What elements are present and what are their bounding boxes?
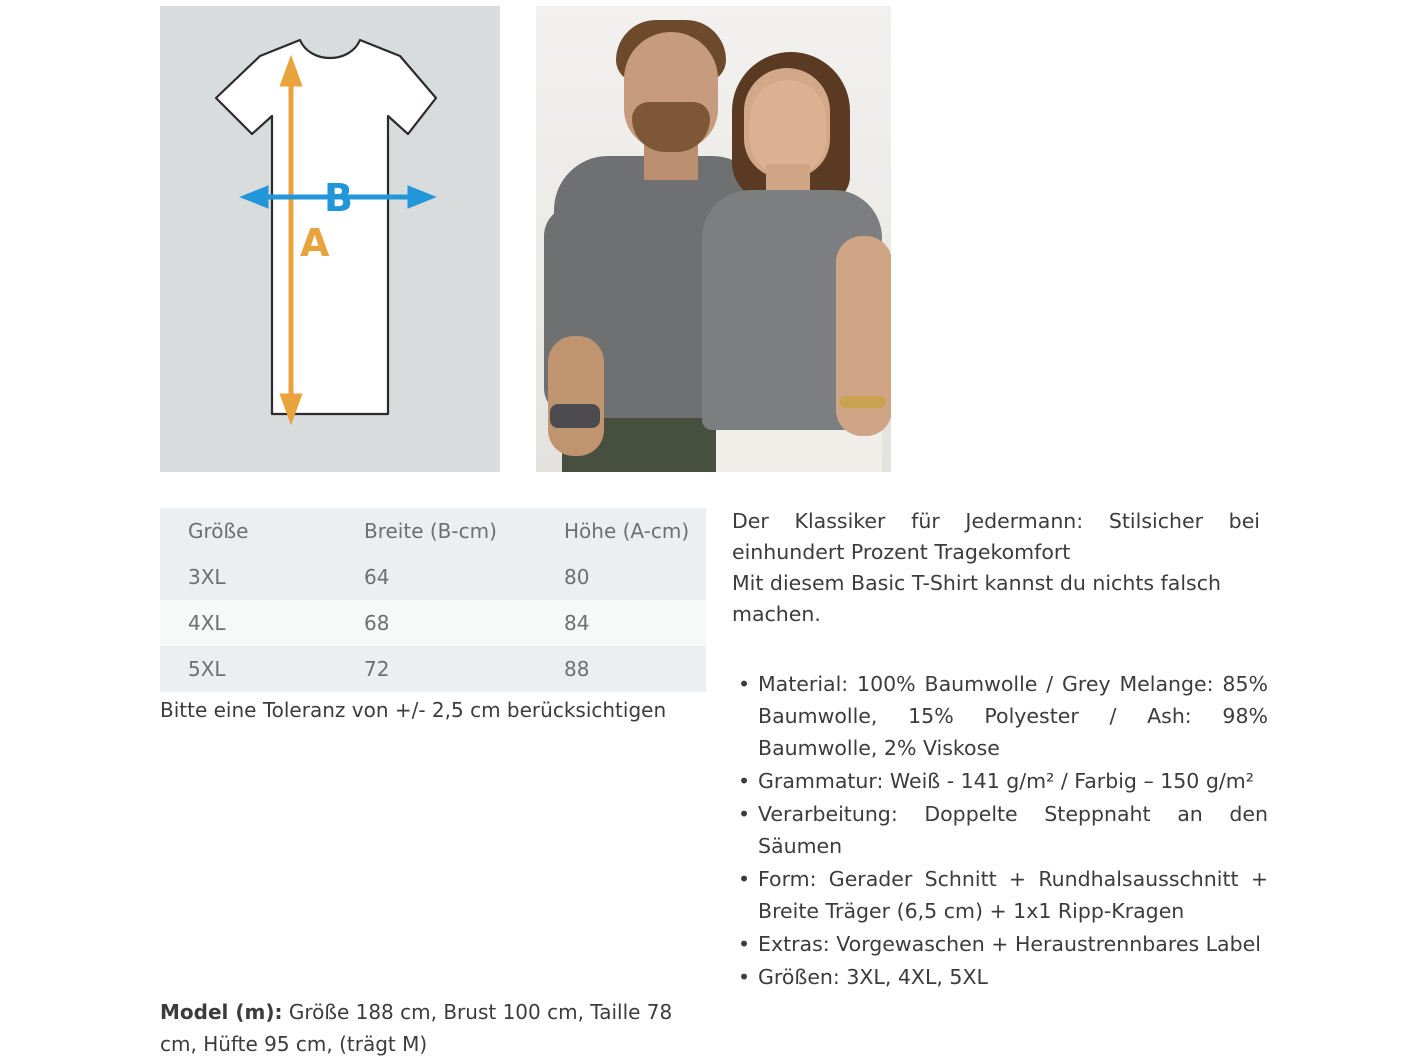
product-features (732, 668, 1268, 994)
description-paragraph-2: Mit diesem Basic T-Shirt kannst du nichts falsch machen. (732, 571, 1221, 626)
table-header-row (160, 508, 706, 554)
images-row (160, 6, 1210, 472)
size-table (160, 508, 706, 692)
list-item: • Verarbeitung: Doppelte Steppnaht an den Säumen (732, 798, 1268, 862)
list-item: • Extras: Vorgewaschen + Heraustrennbares Label (732, 928, 1268, 960)
list-item: • Material: 100% Baumwolle / Grey Melange: 85% Baumwolle, 15% Polyester / Ash: 98% Baumwolle, 2% Viskose (732, 668, 1268, 764)
measurement-diagram (160, 6, 500, 472)
cell-width: 72 (364, 657, 390, 681)
cell-size: 3XL (188, 565, 226, 589)
cell-size: 4XL (188, 611, 226, 635)
column-header-height: Höhe (A-cm) (564, 519, 690, 543)
tolerance-note: Bitte eine Toleranz von +/- 2,5 cm berücksichtigen (160, 698, 667, 722)
model-note-text: Größe 188 cm, Brust 100 cm, Taille 78 cm, Hüfte 95 cm, (trägt M) (160, 1000, 673, 1056)
table-row (160, 554, 706, 600)
table-row (160, 600, 706, 646)
photo-woman-face (750, 80, 826, 176)
tshirt-outline-icon (160, 6, 500, 472)
cell-height: 88 (564, 657, 590, 681)
list-item: • Größen: 3XL, 4XL, 5XL (732, 961, 1268, 993)
table-row (160, 646, 706, 692)
list-item: • Grammatur: Weiß - 141 g/m² / Farbig – 150 g/m² (732, 765, 1268, 797)
photo-bracelet (840, 396, 886, 408)
model-note-label: Model (m): (160, 1000, 283, 1024)
photo-man-arm (548, 336, 604, 456)
cell-width: 68 (364, 611, 390, 635)
lifestyle-photo (536, 6, 891, 472)
product-description (732, 506, 1260, 630)
diagram-label-b: B (324, 176, 353, 220)
cell-width: 64 (364, 565, 390, 589)
cell-height: 84 (564, 611, 590, 635)
diagram-label-a: A (300, 221, 330, 265)
column-header-size: Größe (188, 519, 249, 543)
list-item: • Form: Gerader Schnitt + Rundhalsausschnitt + Breite Träger (6,5 cm) + 1x1 Ripp-Kragen (732, 863, 1268, 927)
photo-watch (550, 404, 600, 428)
cell-size: 5XL (188, 657, 226, 681)
column-header-width: Breite (B-cm) (364, 519, 497, 543)
description-paragraph-1: Der Klassiker für Jedermann: Stilsicher bei einhundert Prozent Tragekomfort (732, 509, 1260, 564)
model-note (160, 996, 715, 1060)
cell-height: 80 (564, 565, 590, 589)
